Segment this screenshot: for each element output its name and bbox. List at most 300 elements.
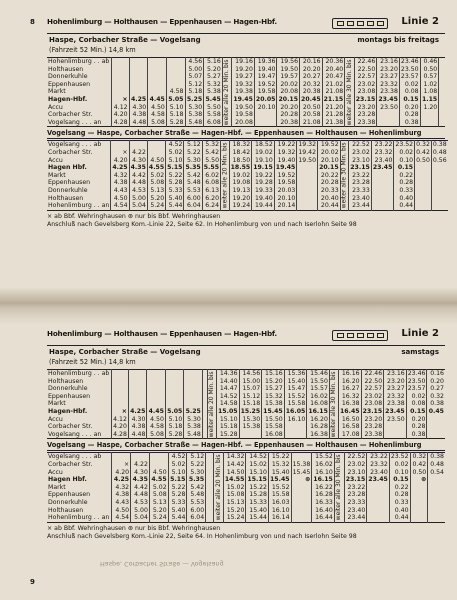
time-cell: 23.20 (354, 104, 377, 112)
subroute-title: Haspe, Corbacher Straße — Vogelsang (49, 348, 201, 356)
time-cell: 4.50 (147, 416, 165, 424)
time-cell: 23.45 (372, 164, 393, 172)
time-cell: 0.28 (389, 491, 410, 499)
table-row (47, 507, 445, 515)
time-cell (377, 111, 400, 119)
time-cell (297, 195, 318, 203)
time-cell (431, 172, 447, 180)
time-cell: 14.55 (224, 476, 245, 484)
time-cell: 18.42 (229, 149, 252, 157)
stop-name: Accu (48, 156, 63, 164)
time-cell: 5.42 (202, 149, 220, 157)
stop-name: Hagen Hbf. (48, 476, 87, 484)
time-cell: 23.20 (384, 378, 407, 386)
time-cell: 15.52 (268, 484, 291, 492)
time-cell: 5.28 (165, 431, 183, 439)
timetable-bottom (47, 328, 445, 541)
time-cell: 5.16 (204, 58, 223, 66)
time-cell: 16.03 (268, 499, 291, 507)
time-cell: 6.20 (202, 195, 220, 203)
time-cell (410, 499, 428, 507)
time-cell (439, 58, 445, 66)
time-cell: 5.32 (202, 141, 220, 149)
time-cell: 0.46 (420, 58, 439, 66)
time-cell: 15.13 (223, 499, 246, 507)
time-cell (291, 484, 312, 492)
time-cell: 0.33 (389, 499, 410, 507)
time-cell: 4.43 (111, 187, 129, 195)
time-cell: 19.24 (229, 202, 252, 210)
time-cell (415, 179, 432, 187)
time-cell: 1.20 (420, 104, 439, 112)
time-cell (184, 393, 202, 401)
time-cell: 14.42 (223, 461, 246, 469)
stop-name: Vogelsang . . . ab (48, 141, 102, 149)
time-cell (431, 187, 447, 195)
time-cell: 19.56 (277, 58, 300, 66)
time-cell (112, 88, 129, 96)
time-cell: 19.38 (232, 88, 255, 96)
time-cell: 23.50 (400, 65, 419, 73)
time-cell: 21.08 (300, 119, 323, 127)
time-cell: 16.33 (312, 499, 335, 507)
time-cell: 19.10 (252, 157, 275, 165)
table-row (47, 88, 445, 96)
time-cell: 15.20 (262, 378, 285, 386)
time-cell: 23.28 (344, 491, 367, 499)
time-cell: 4.48 (129, 119, 148, 127)
time-cell: 5.24 (147, 202, 165, 210)
time-cell: 0.50 (410, 469, 428, 477)
time-cell (148, 81, 167, 89)
time-cell: 20.10 (274, 195, 297, 203)
time-cell: 20.15 (278, 95, 299, 103)
stop-name: Corbacher Str. (48, 111, 93, 119)
return-header: Vogelsang — Haspe, Corbacher Straße — Hagen-Hbf. — Eppenhausen — Holthausen — Hohenlimburg (47, 441, 445, 451)
table-row (47, 385, 445, 393)
time-cell: 0.45 (428, 407, 444, 415)
time-cell: 0.16 (427, 370, 445, 378)
time-cell: 20.03 (274, 187, 297, 195)
time-cell: 5.40 (168, 507, 187, 515)
time-cell: 15.18 (217, 423, 240, 431)
time-cell: 5.00 (129, 195, 147, 203)
time-cell: 23.28 (349, 179, 372, 187)
time-cell (206, 461, 214, 469)
time-cell: 20.02 (277, 81, 300, 89)
time-cell: 23.28 (354, 111, 377, 119)
time-cell: 20.32 (300, 81, 323, 89)
time-cell: 4.30 (129, 157, 147, 165)
time-cell: 16.22 (312, 484, 335, 492)
time-cell (439, 88, 445, 96)
time-cell: 18.50 (229, 157, 252, 165)
time-cell: 4.56 (185, 58, 204, 66)
time-cell: 14.52 (217, 393, 240, 401)
time-cell: × (111, 408, 128, 416)
time-cell (165, 378, 183, 386)
time-cell (367, 507, 390, 515)
time-cell: 5.10 (165, 416, 183, 424)
time-cell: 4.42 (131, 484, 150, 492)
time-cell: 16.02 (307, 393, 330, 401)
time-cell: 23.38 (354, 119, 377, 127)
time-cell: 4.20 (113, 423, 127, 431)
time-cell (129, 81, 148, 89)
time-cell: 21.38 (322, 119, 345, 127)
stop-name: Markt (48, 483, 66, 491)
stop-name: Holthausen (48, 65, 84, 73)
time-cell (148, 66, 167, 74)
time-cell (297, 187, 318, 195)
time-cell (111, 385, 128, 393)
time-cell: 0.28 (394, 179, 415, 187)
service-days: montags bis freitags (357, 36, 439, 44)
table-row (47, 400, 445, 408)
time-cell: 5.38 (185, 111, 204, 119)
time-cell (428, 476, 445, 484)
time-cell: 23.50 (384, 416, 407, 424)
time-cell: 0.08 (406, 400, 427, 408)
time-cell: 0.15 (399, 96, 420, 104)
time-cell: 4.28 (112, 119, 129, 127)
time-cell: 19.50 (277, 66, 300, 74)
time-cell (431, 179, 447, 187)
time-cell: 5.38 (204, 88, 223, 96)
time-cell (439, 111, 445, 119)
time-cell (427, 431, 445, 439)
time-cell: 5.48 (187, 491, 206, 499)
table-row (47, 96, 445, 104)
stop-name: Hohenlimburg . . ab (48, 370, 110, 377)
time-cell (111, 370, 128, 378)
time-cell: 20.14 (274, 202, 297, 210)
time-cell: 16.08 (307, 400, 330, 408)
time-cell: 20.45 (301, 95, 321, 103)
time-cell: 5.08 (147, 431, 165, 439)
time-cell: 15.57 (307, 385, 330, 393)
time-cell: 19.28 (252, 179, 275, 187)
time-cell: 22.57 (361, 385, 384, 393)
time-cell: 4.58 (166, 88, 185, 96)
time-cell (428, 491, 445, 499)
time-cell: 5.35 (188, 476, 205, 484)
time-cell: 21.20 (322, 104, 345, 112)
time-cell: 5.08 (148, 119, 167, 127)
page-number: 9 (30, 578, 35, 586)
time-cell: 22.46 (361, 370, 384, 378)
time-cell: 22.52 (349, 141, 372, 149)
time-cell: 0.02 (406, 393, 427, 401)
time-cell: 15.58 (262, 423, 285, 431)
timetable-header (47, 16, 445, 34)
time-cell (439, 81, 445, 89)
return-table (47, 140, 448, 210)
time-cell (147, 149, 165, 157)
time-cell: 5.02 (147, 172, 165, 180)
time-cell (291, 499, 312, 507)
time-cell: 15.16 (262, 370, 285, 378)
time-cell: 20.15 (319, 164, 339, 172)
time-cell: 0.02 (389, 461, 410, 469)
table-row (47, 431, 445, 439)
time-cell: 4.12 (113, 415, 127, 423)
time-cell: 23.27 (384, 385, 407, 393)
time-cell: 4.54 (112, 514, 131, 522)
time-cell: 5.12 (185, 81, 204, 89)
table-row (47, 469, 445, 477)
interval-note: weiter alle 20 Min. bis (208, 371, 216, 438)
time-cell: 23.44 (344, 514, 367, 522)
time-cell: 19.42 (298, 148, 317, 156)
time-cell: 20.38 (277, 119, 300, 127)
time-cell: 15.00 (239, 378, 262, 386)
time-cell: 15.28 (246, 491, 269, 499)
time-cell (428, 484, 445, 492)
time-cell: 5.35 (185, 164, 201, 172)
time-cell (129, 141, 147, 149)
table-row (47, 141, 448, 149)
time-cell: 5.53 (187, 499, 206, 507)
time-cell (165, 393, 183, 401)
time-cell (371, 187, 394, 195)
time-cell: 19.20 (232, 66, 255, 74)
time-cell: 15.27 (262, 385, 285, 393)
time-cell: 6.08 (204, 119, 223, 127)
time-cell: 5.28 (168, 491, 187, 499)
time-cell: 0.28 (406, 423, 427, 431)
time-cell (439, 96, 445, 104)
time-cell (147, 393, 165, 401)
time-cell: 21.28 (322, 111, 345, 119)
time-cell: 14.40 (217, 378, 240, 386)
time-cell (131, 453, 150, 461)
time-cell: 5.42 (187, 484, 206, 492)
time-cell: 4.30 (128, 416, 146, 424)
time-cell: 5.22 (187, 461, 206, 469)
time-cell: 0.42 (410, 461, 428, 469)
time-cell (165, 370, 183, 378)
time-cell: 23.02 (361, 393, 384, 401)
time-cell: 4.25 (130, 407, 146, 415)
return-table (47, 452, 445, 522)
time-cell: 23.45 (378, 95, 398, 103)
time-cell: 20.05 (255, 95, 276, 103)
stop-name: Accu (48, 468, 63, 476)
time-cell: 0.28 (399, 111, 420, 119)
time-cell: 15.20 (223, 507, 246, 515)
time-cell (111, 378, 128, 386)
time-cell: 19.22 (274, 141, 297, 149)
time-cell: 23.32 (371, 149, 394, 157)
time-cell: 19.32 (274, 149, 297, 157)
time-cell (291, 453, 312, 461)
time-cell: 15.36 (284, 370, 307, 378)
time-cell: 5.12 (184, 141, 202, 149)
stop-name: Donnerkuhle (48, 498, 88, 506)
time-cell: 15.45 (269, 476, 290, 484)
time-cell: 5.44 (168, 514, 187, 522)
time-cell: 5.50 (202, 157, 220, 165)
time-cell: 15.24 (223, 514, 246, 522)
time-cell: 4.55 (148, 164, 165, 172)
time-cell: 16.15 (313, 476, 333, 484)
page-number: 8 (30, 18, 35, 26)
time-cell: 15.07 (239, 385, 262, 393)
time-cell: 20.36 (322, 58, 345, 66)
time-cell: 6.02 (202, 172, 220, 180)
time-cell: 16.10 (284, 416, 307, 424)
time-cell (184, 400, 202, 408)
time-cell: 23.15 (362, 407, 383, 415)
time-cell (367, 491, 390, 499)
time-cell: 20.27 (300, 73, 323, 81)
time-cell: 0.42 (416, 148, 430, 156)
time-cell: 4.20 (111, 157, 129, 165)
time-cell: 4.45 (149, 95, 165, 103)
time-cell: 16.28 (312, 491, 335, 499)
time-cell: 4.50 (149, 469, 168, 477)
table-row (47, 393, 445, 401)
time-cell: 23.40 (344, 507, 367, 515)
time-cell: 20.08 (277, 88, 300, 96)
time-cell: 4.50 (147, 157, 165, 165)
table-row (47, 111, 445, 119)
time-cell: 4.35 (130, 164, 146, 172)
time-cell: 5.05 (168, 95, 184, 103)
time-cell (166, 81, 185, 89)
time-cell: 0.32 (410, 453, 428, 461)
time-cell: 23.08 (361, 400, 384, 408)
travel-time: (Fahrzeit 52 Min.) 14,8 km (49, 358, 136, 366)
time-cell: 5.04 (129, 202, 147, 210)
time-cell: 19.47 (254, 73, 277, 81)
time-cell (206, 476, 214, 484)
time-cell (165, 385, 183, 393)
time-cell: 4.50 (112, 507, 131, 515)
time-cell: 0.48 (432, 148, 447, 156)
time-cell: 18.55 (230, 164, 251, 172)
time-cell: 20.33 (318, 187, 341, 195)
time-cell: 0.57 (420, 73, 439, 81)
time-cell: 16.02 (312, 461, 335, 469)
time-cell: 15.12 (239, 393, 262, 401)
time-cell: 16.32 (339, 393, 362, 401)
time-cell: 4.53 (131, 499, 150, 507)
time-cell: 15.40 (246, 507, 269, 515)
time-cell: × (112, 96, 129, 104)
time-cell: 19.57 (277, 73, 300, 81)
time-cell: 6.04 (187, 514, 206, 522)
stop-name: Markt (48, 171, 66, 179)
time-cell: 0.38 (432, 141, 447, 149)
time-cell: 19.02 (252, 149, 275, 157)
time-cell (410, 514, 428, 522)
time-cell: 16.08 (262, 431, 285, 439)
time-cell: 0.40 (389, 507, 410, 515)
time-cell: 4.48 (129, 179, 147, 187)
stop-name: Hohenlimburg . . an (48, 514, 110, 522)
time-cell: 15.10 (246, 469, 269, 477)
time-cell: 20.20 (277, 104, 300, 112)
time-cell: 5.20 (147, 195, 165, 203)
time-cell: 5.50 (204, 104, 223, 112)
time-cell: 19.15 (253, 164, 273, 172)
table-row (47, 73, 445, 81)
time-cell: 14.52 (246, 453, 269, 461)
time-cell: 5.28 (166, 119, 185, 127)
time-cell: 19.50 (298, 156, 317, 164)
time-cell (291, 507, 312, 515)
time-cell: 23.08 (354, 88, 377, 96)
time-cell (147, 385, 165, 393)
time-cell: 23.20 (377, 66, 400, 74)
time-cell (129, 58, 148, 66)
time-cell: 0.02 (399, 81, 420, 89)
time-cell: 15.38 (262, 400, 285, 408)
time-cell: 15.38 (292, 460, 311, 468)
interval-note: weiter alle 30 Min. bis (335, 454, 343, 521)
time-cell (111, 400, 128, 408)
stop-name: Holthausen (48, 377, 84, 385)
time-cell (428, 514, 445, 522)
return-header: Vogelsang — Haspe, Corbacher Straße — Hagen-Hbf. — Eppenhausen — Holthausen — Hohenlimburg (47, 129, 445, 139)
time-cell: 23.44 (349, 202, 372, 210)
time-cell: 15.10 (217, 416, 240, 424)
time-cell (415, 172, 432, 180)
time-cell: 4.20 (112, 469, 131, 477)
footnote-symbols: × ab Bbf. Wehringhausen ⊛ nur bis Bbf. Wehringhausen (47, 212, 221, 220)
time-cell: 0.20 (427, 378, 445, 386)
time-cell: 5.12 (187, 453, 206, 461)
time-cell: 15.18 (239, 400, 262, 408)
time-cell: 20.02 (318, 149, 341, 157)
subroute-title: Haspe, Corbacher Straße — Vogelsang (49, 36, 201, 44)
interval-note: weiter alle 20 Min. bis (214, 454, 222, 521)
time-cell: 15.40 (268, 469, 291, 477)
time-cell: 5.30 (187, 469, 206, 477)
time-cell (420, 119, 439, 127)
time-cell (384, 423, 407, 431)
time-cell: 5.48 (184, 431, 202, 439)
time-cell: 0.10 (389, 469, 410, 477)
time-cell: 23.33 (344, 499, 367, 507)
time-cell: 15.05 (218, 407, 238, 415)
time-cell: 19.22 (252, 172, 275, 180)
stop-name: Vogelsang . . . an (48, 118, 102, 126)
time-cell: 1.15 (421, 95, 438, 103)
time-cell: 23.16 (377, 58, 400, 66)
time-cell: 0.02 (394, 149, 415, 157)
time-cell (297, 202, 318, 210)
time-cell (147, 141, 165, 149)
stop-name: Holthausen (48, 506, 84, 514)
time-cell: 4.22 (131, 461, 150, 469)
time-cell (166, 58, 185, 66)
time-cell: 0.54 (428, 469, 445, 477)
time-cell: 6.00 (187, 507, 206, 515)
time-cell: 16.10 (312, 469, 335, 477)
time-cell (367, 514, 390, 522)
stop-name: Eppenhausen (48, 392, 91, 400)
time-cell (367, 499, 390, 507)
time-cell: 19.32 (298, 141, 317, 149)
table-row (47, 378, 445, 386)
time-cell (111, 393, 128, 401)
time-cell: 4.28 (113, 430, 127, 438)
time-cell: 19.36 (254, 58, 277, 66)
table-row (47, 172, 448, 180)
